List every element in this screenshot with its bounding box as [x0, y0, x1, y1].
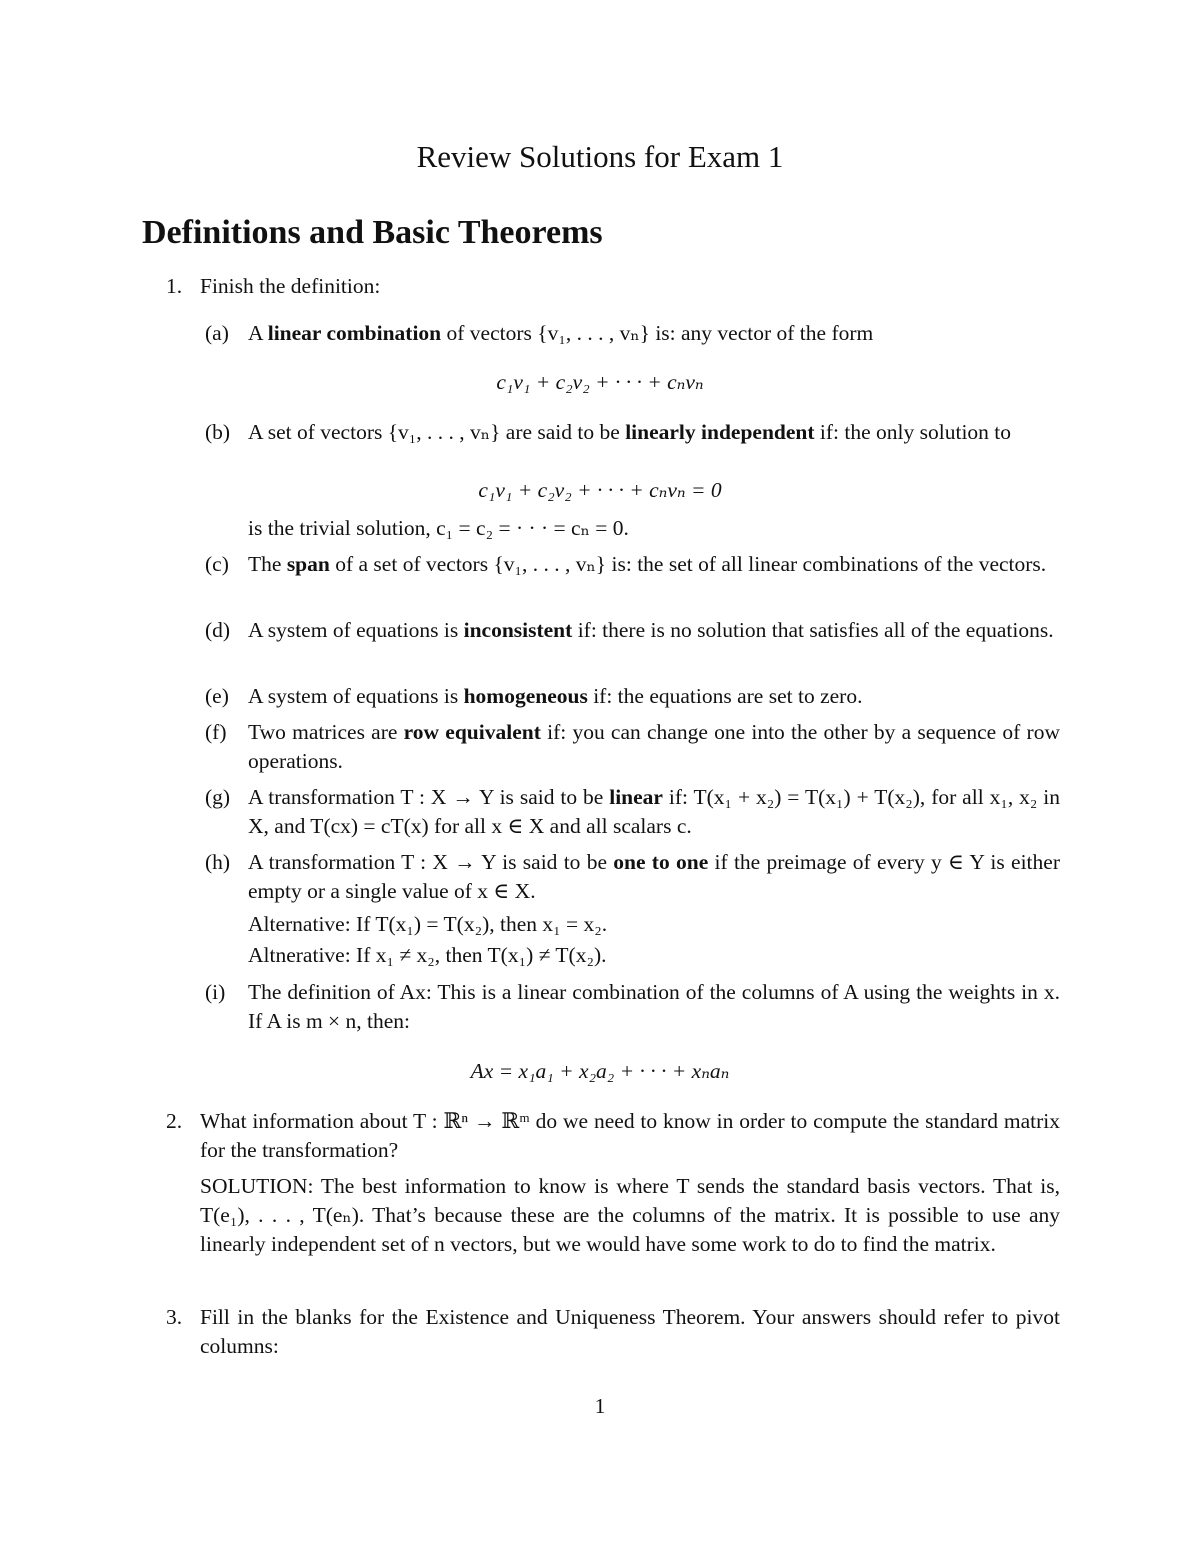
item-text: A set of vectors {v₁, . . . , vₙ} are said to be linearly independent if: the only solution to	[248, 420, 1012, 444]
defined-term: linearly independent	[625, 420, 815, 444]
question-number: 2.	[166, 1109, 183, 1133]
item-text: Two matrices are row equivalent if: you can change one into the other by a sequence of row operations.	[248, 720, 1060, 773]
item-text: The span of a set of vectors {v₁, . . . , vₙ} is: the set of all linear combinations of the vectors.	[248, 552, 1047, 576]
document-title: Review Solutions for Exam 1	[416, 139, 784, 174]
item-label: (c)	[205, 552, 229, 576]
item-text: A transformation T : X → Y is said to be one to one if the preimage of every y ∈ Y is either empty or a single value of x ∈ X.	[248, 850, 1060, 903]
solution-text: SOLUTION: The best information to know is where T sends the standard basis vectors. That is, T(e₁), . . . , T(eₙ). That’s because these are the columns of the matrix. It is possible to use any linearly independent set of n vectors, but we would have some work to do to find the matrix.	[200, 1174, 1060, 1256]
question-text: What information about T : ℝⁿ → ℝᵐ do we need to know in order to compute the standard matrix for the transformation?	[200, 1109, 1060, 1162]
item-label: (a)	[205, 321, 229, 345]
item-text: A linear combination of vectors {v₁, . . . , vₙ} is: any vector of the form	[248, 321, 874, 345]
item-label: (b)	[205, 420, 231, 444]
defined-term: span	[286, 552, 330, 576]
question-number: 1.	[166, 274, 183, 298]
page-number: 1	[594, 1394, 606, 1418]
defined-term: linear	[609, 785, 663, 809]
defined-term: homogeneous	[463, 684, 588, 708]
item-label: (h)	[205, 850, 231, 874]
defined-term: linear combination	[267, 321, 442, 345]
defined-term: row equivalent	[403, 720, 541, 744]
equation-b: c₁v₁ + c₂v₂ + · · · + cₙvₙ = 0	[478, 478, 722, 502]
item-text: A system of equations is inconsistent if: there is no solution that satisfies all of the equations.	[248, 618, 1054, 642]
item-label: (d)	[205, 618, 231, 642]
defined-term: one to one	[613, 850, 709, 874]
question-number: 3.	[166, 1305, 183, 1329]
item-label: (g)	[205, 785, 231, 809]
item-text: The definition of Ax: This is a linear combination of the columns of A using the weights in x. If A is m × n, then:	[248, 980, 1060, 1033]
defined-term: inconsistent	[463, 618, 573, 642]
equation-i: Ax = x₁a₁ + x₂a₂ + · · · + xₙaₙ	[470, 1059, 730, 1083]
item-label: (i)	[205, 980, 226, 1004]
section-heading: Definitions and Basic Theorems	[142, 214, 603, 251]
item-label: (e)	[205, 684, 229, 708]
question-prompt: Finish the definition:	[200, 274, 381, 298]
item-label: (f)	[205, 720, 227, 744]
item-text: A transformation T : X → Y is said to be linear if: T(x₁ + x₂) = T(x₁) + T(x₂), for all x₁, x₂ in X, and T(cx) = cT(x) for all x ∈ X and all scalars c.	[248, 785, 1060, 838]
question-text: Fill in the blanks for the Existence and Uniqueness Theorem. Your answers should refer to pivot columns:	[200, 1305, 1060, 1358]
item-text: A system of equations is homogeneous if: the equations are set to zero.	[248, 684, 863, 708]
equation-a: c₁v₁ + c₂v₂ + · · · + cₙvₙ	[496, 370, 704, 394]
